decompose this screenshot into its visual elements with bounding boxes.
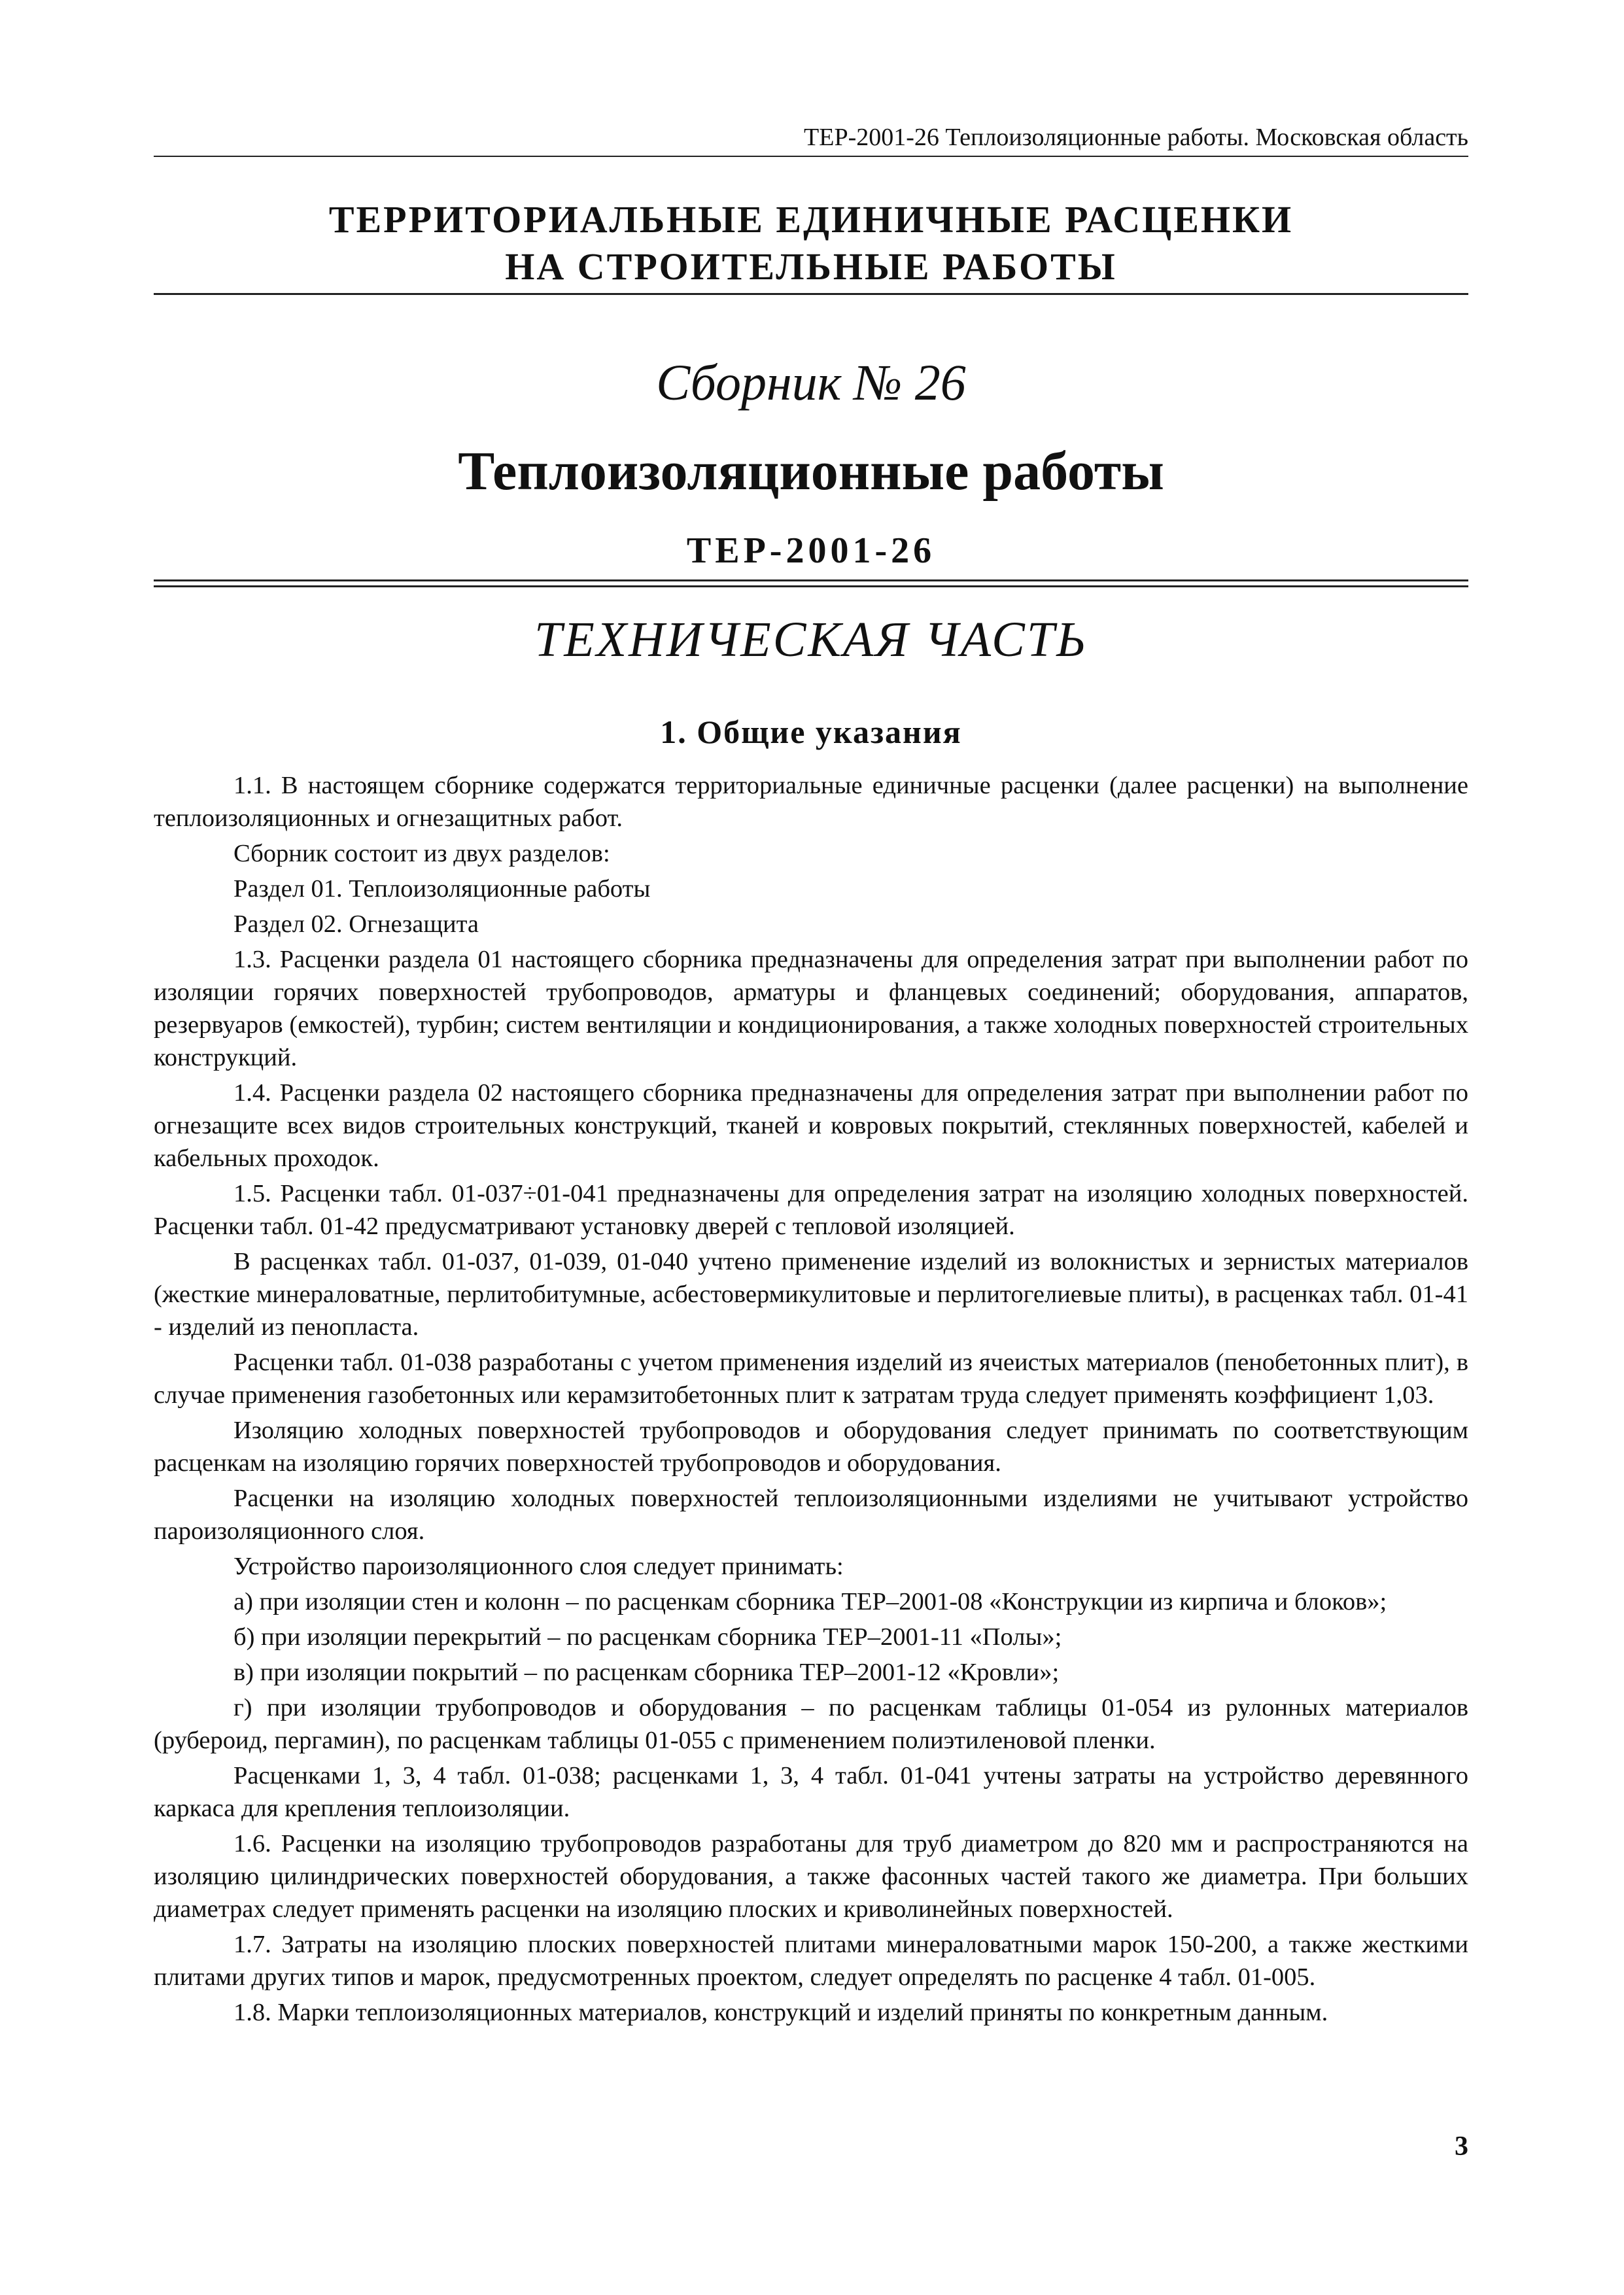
- list-item-b: б) при изоляции перекрытий – по расценкам сборника ТЕР–2001-11 «Полы»;: [233, 1623, 1062, 1651]
- main-title-line-2: НА СТРОИТЕЛЬНЫЕ РАБОТЫ: [505, 245, 1117, 288]
- paragraph-1-8: 1.8. Марки теплоизоляционных материалов, конструкций и изделий приняты по конкретным данным.: [233, 1999, 1328, 2026]
- paragraph-vapor-barrier-note: Расценки на изоляцию холодных поверхностей теплоизоляционными изделиями не учитывают устройство пароизоляционного слоя.: [154, 1485, 1468, 1545]
- list-item-a: а) при изоляции стен и колонн – по расценкам сборника ТЕР–2001-08 «Конструкции из кирпича и блоков»;: [233, 1588, 1387, 1615]
- paragraph-1-6: 1.6. Расценки на изоляцию трубопроводов разработаны для труб диаметром до 820 мм и распространяются на изоляцию цилиндрических поверхностей оборудования, а также фасонных частей такого же диаметра. При больших диаметрах следует применять расценки на изоляцию плоских и криволинейных поверхностей.: [154, 1830, 1468, 1923]
- code-double-rule: [154, 579, 1468, 587]
- paragraph-wooden-frame: Расценками 1, 3, 4 табл. 01-038; расценками 1, 3, 4 табл. 01-041 учтены затраты на устройство деревянного каркаса для крепления теплоизоляции.: [154, 1762, 1468, 1822]
- paragraph-section-02: Раздел 02. Огнезащита: [233, 910, 479, 938]
- paragraph-section-01: Раздел 01. Теплоизоляционные работы: [233, 875, 651, 903]
- collection-subject: Теплоизоляционные работы: [458, 441, 1164, 502]
- list-item-d: г) при изоляции трубопроводов и оборудования – по расценкам таблицы 01-054 из рулонных материалов (рубероид, пергамин), по расценкам таблицы 01-055 с применением полиэтиленовой пленки.: [154, 1694, 1468, 1754]
- paragraph-cold-surfaces: Изоляцию холодных поверхностей трубопроводов и оборудования следует принимать по соответствующим расценкам на изоляцию горячих поверхностей трубопроводов и оборудования.: [154, 1417, 1468, 1477]
- paragraph-sections-intro: Сборник состоит из двух разделов:: [233, 840, 610, 867]
- section-body: [154, 769, 1468, 2031]
- paragraph-1-7: 1.7. Затраты на изоляцию плоских поверхностей плитами минераловатными марок 150-200, а также жесткими плитами других типов и марок, предусмотренных проектом, следует определять по расценке 4 табл. 01-005.: [154, 1931, 1468, 1991]
- paragraph-1-4: 1.4. Расценки раздела 02 настоящего сборника предназначены для определения затрат при выполнении работ по огнезащите всех видов строительных конструкций, тканей и ковровых покрытий, стеклянных поверхностей, кабелей и кабельных проходок.: [154, 1079, 1468, 1172]
- main-title-line-1: ТЕРРИТОРИАЛЬНЫЕ ЕДИНИЧНЫЕ РАСЦЕНКИ: [328, 198, 1294, 241]
- paragraph-cellular-materials: Расценки табл. 01-038 разработаны с учетом применения изделий из ячеистых материалов (пенобетонных плит), в случае применения газобетонных или керамзитобетонных плит к затратам труда следует применять коэффициент 1,03.: [154, 1349, 1468, 1409]
- technical-part-heading: ТЕХНИЧЕСКАЯ ЧАСТЬ: [534, 612, 1088, 667]
- paragraph-fibrous-materials: В расценках табл. 01-037, 01-039, 01-040 учтено применение изделий из волокнистых и зернистых материалов (жесткие минераловатные, перлитобитумные, асбестовермикулитовые и перлитогелиевые плиты), в расценках табл. 01-41 - изделий из пенопласта.: [154, 1248, 1468, 1341]
- document-code: ТЕР-2001-26: [686, 530, 936, 571]
- title-rule: [154, 293, 1468, 295]
- page-number: 3: [1455, 2131, 1468, 2162]
- paragraph-1-1: 1.1. В настоящем сборнике содержатся территориальные единичные расценки (далее расценки) на выполнение теплоизоляционных и огнезащитных работ.: [154, 772, 1468, 832]
- list-item-c: в) при изоляции покрытий – по расценкам сборника ТЕР–2001-12 «Кровли»;: [233, 1659, 1060, 1686]
- paragraph-vapor-barrier-intro: Устройство пароизоляционного слоя следует принимать:: [233, 1553, 844, 1580]
- section-heading: 1. Общие указания: [660, 714, 962, 750]
- paragraph-1-3: 1.3. Расценки раздела 01 настоящего сборника предназначены для определения затрат при выполнении работ по изоляции горячих поверхностей трубопроводов, арматуры и фланцевых соединений; оборудования, аппаратов, резервуаров (емкостей), турбин; систем вентиляции и кондиционирования, а также холодных поверхностей строительных конструкций.: [154, 946, 1468, 1071]
- header-rule: [154, 156, 1468, 157]
- running-header: ТЕР-2001-26 Теплоизоляционные работы. Московская область: [804, 124, 1468, 151]
- paragraph-1-5: 1.5. Расценки табл. 01-037÷01-041 предназначены для определения затрат на изоляцию холодных поверхностей. Расценки табл. 01-42 предусматривают установку дверей с тепловой изоляцией.: [154, 1180, 1468, 1240]
- collection-number: Сборник № 26: [656, 354, 966, 411]
